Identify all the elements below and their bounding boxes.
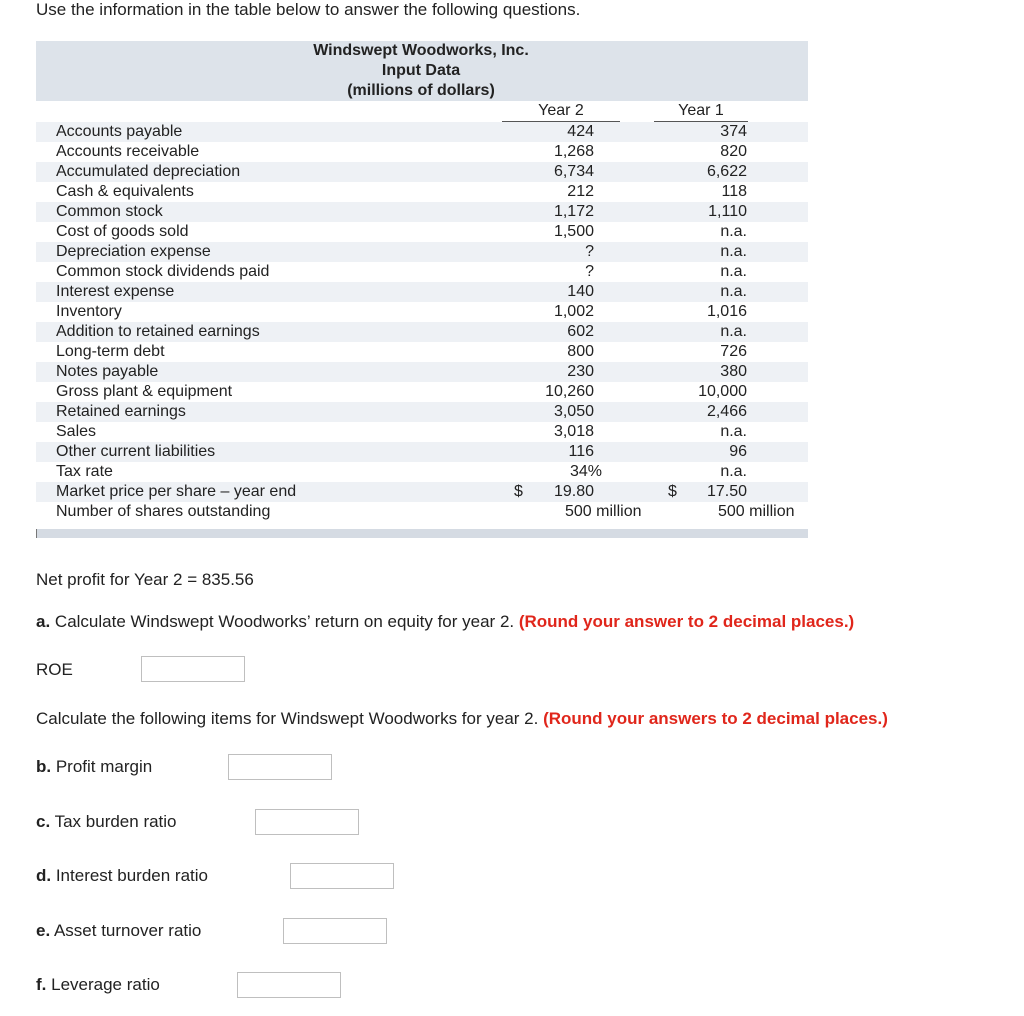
net-profit-text: Net profit for Year 2 = 835.56 bbox=[36, 570, 254, 589]
table-row-market-price: Market price per share – year end $ 19.80 $ 17.50 bbox=[36, 482, 808, 502]
table-row-shares: Number of shares outstanding 500 million 500 million bbox=[56, 503, 795, 520]
table-title-units: (millions of dollars) bbox=[347, 82, 495, 99]
table-row: Depreciation expense ? n.a. bbox=[36, 242, 808, 262]
table-title bbox=[266, 41, 576, 101]
tax-burden-input[interactable] bbox=[255, 809, 359, 835]
currency-symbol: $ bbox=[514, 483, 523, 500]
input-data-table bbox=[36, 41, 808, 538]
table-row: Gross plant & equipment 10,260 10,000 bbox=[56, 383, 747, 400]
question-a: a. Calculate Windswept Woodworks’ return on equity for year 2. (Round your answer to 2 decimal places.) bbox=[36, 612, 855, 631]
interest-burden-label: d. Interest burden ratio bbox=[36, 866, 208, 885]
table-row: Cash & equivalents 212 118 bbox=[56, 183, 747, 200]
table-footer-band bbox=[36, 529, 808, 538]
table-row: Long-term debt 800 726 bbox=[56, 343, 747, 360]
column-header-year2: Year 2 bbox=[502, 101, 620, 121]
table-row: Inventory 1,002 1,016 bbox=[56, 303, 747, 320]
table-row: Interest expense 140 n.a. bbox=[36, 282, 808, 302]
asset-turnover-input[interactable] bbox=[283, 918, 387, 944]
table-body bbox=[36, 122, 808, 522]
table-title-company: Windswept Woodworks, Inc. bbox=[313, 42, 529, 59]
table-row: Common stock dividends paid ? n.a. bbox=[56, 263, 747, 280]
table-row: Tax rate 34% n.a. bbox=[56, 463, 747, 480]
intro-text: Use the information in the table below to answer the following questions. bbox=[36, 0, 581, 19]
table-row: Accounts receivable 1,268 820 bbox=[56, 143, 747, 160]
roe-label: ROE bbox=[36, 660, 73, 679]
column-header-year1: Year 1 bbox=[654, 101, 748, 121]
question-rest: Calculate the following items for Windswept Woodworks for year 2. (Round your answers to 2 decimal places.) bbox=[36, 709, 888, 728]
leverage-input[interactable] bbox=[237, 972, 341, 998]
table-row: Sales 3,018 n.a. bbox=[56, 423, 747, 440]
interest-burden-input[interactable] bbox=[290, 863, 394, 889]
tax-burden-label: c. Tax burden ratio bbox=[36, 812, 177, 831]
table-row: Accumulated depreciation 6,734 6,622 bbox=[36, 162, 808, 182]
profit-margin-label: b. Profit margin bbox=[36, 757, 153, 776]
profit-margin-input[interactable] bbox=[228, 754, 332, 780]
leverage-label: f. Leverage ratio bbox=[36, 975, 160, 994]
table-row: Cost of goods sold 1,500 n.a. bbox=[56, 223, 747, 240]
asset-turnover-label: e. Asset turnover ratio bbox=[36, 921, 202, 940]
currency-symbol: $ bbox=[668, 483, 677, 500]
roe-input[interactable] bbox=[141, 656, 245, 682]
table-title-subtitle: Input Data bbox=[381, 62, 461, 79]
table-row: Retained earnings 3,050 2,466 bbox=[36, 402, 808, 422]
table-row: Common stock 1,172 1,110 bbox=[36, 202, 808, 222]
table-row: Accounts payable 424 374 bbox=[36, 122, 808, 142]
table-row: Other current liabilities 116 96 bbox=[36, 442, 808, 462]
table-row: Addition to retained earnings 602 n.a. bbox=[36, 322, 808, 342]
table-row: Notes payable 230 380 bbox=[36, 362, 808, 382]
